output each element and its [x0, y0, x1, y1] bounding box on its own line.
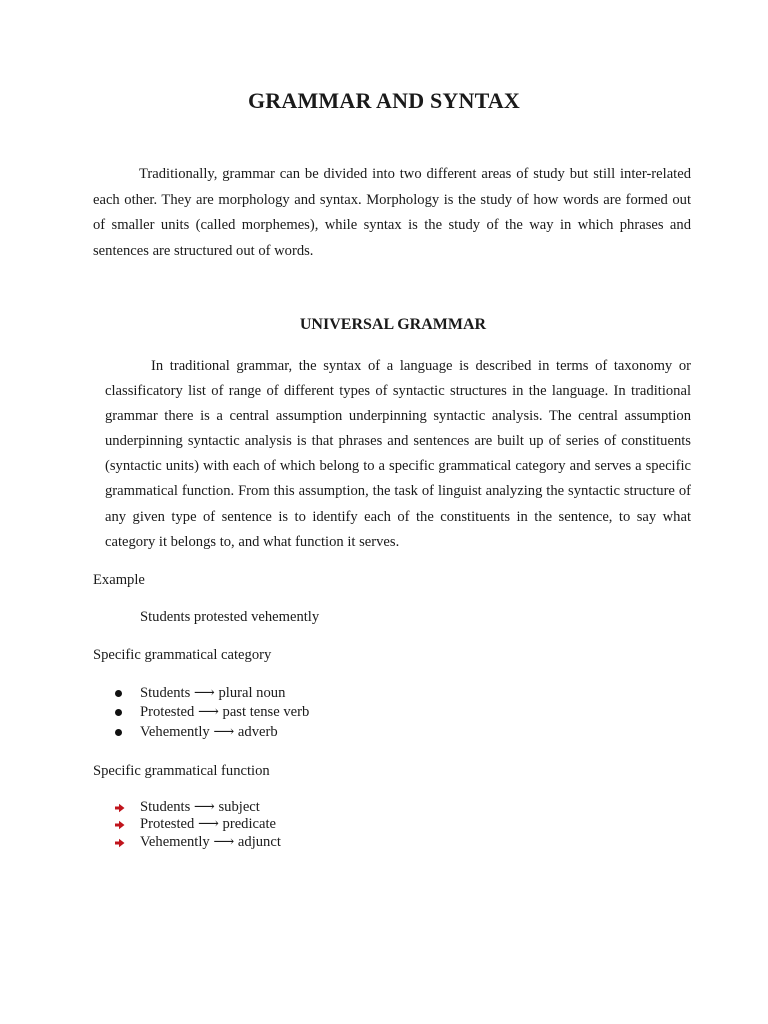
list-item-text: Vehemently ⟶ adjunct	[140, 833, 281, 850]
intro-paragraph: Traditionally, grammar can be divided into two different areas of study but still inter-related each other. They are morphology and syntax. Morphology is the study of how words are formed out of smaller units (called morphemes), while syntax is the study of the way in which phrases and sentences are structured out of words.	[93, 166, 691, 259]
red-arrow-bullet-icon	[115, 838, 125, 848]
function-list	[0, 799, 281, 851]
example-sentence: Students protested vehemently	[140, 609, 320, 625]
function-label: Specific grammatical function	[93, 763, 270, 779]
list-item-text: Protested ⟶ past tense verb	[140, 704, 310, 721]
list-item	[0, 703, 309, 722]
list-item	[0, 816, 281, 833]
list-item-text: Protested ⟶ predicate	[140, 816, 277, 833]
category-list	[0, 684, 309, 742]
filled-circle-bullet-icon	[115, 729, 122, 736]
list-item-text: Vehemently ⟶ adverb	[140, 723, 278, 740]
filled-circle-bullet-icon	[115, 709, 122, 716]
list-item	[0, 684, 309, 703]
filled-circle-bullet-icon	[115, 690, 122, 697]
category-label: Specific grammatical category	[93, 647, 272, 663]
list-item	[0, 799, 281, 816]
list-item	[0, 723, 309, 742]
document-title: GRAMMAR AND SYNTAX	[247, 88, 521, 113]
list-item	[0, 834, 281, 851]
example-label: Example	[93, 572, 145, 588]
section-title: UNIVERSAL GRAMMAR	[299, 316, 487, 333]
list-item-text: Students ⟶ subject	[140, 799, 260, 815]
red-arrow-bullet-icon	[115, 803, 125, 813]
section-paragraph: In traditional grammar, the syntax of a language is described in terms of taxonomy or classificatory list of range of different types of syntactic structures in the language. In traditional grammar there is a central assumption underpinning syntactic analysis. The central assumption underpinning syntactic analysis is that phrases and sentences are built up of series of constituents (syntactic units) with each of which belong to a specific grammatical category and serves a specific grammatical function. From this assumption, the task of linguist analyzing the syntactic structure of any given type of sentence is to identify each of the constituents in the sentence, to say what category it belongs to, and what function it serves.	[105, 358, 691, 550]
red-arrow-bullet-icon	[115, 820, 125, 830]
list-item-text: Students ⟶ plural noun	[140, 685, 286, 701]
